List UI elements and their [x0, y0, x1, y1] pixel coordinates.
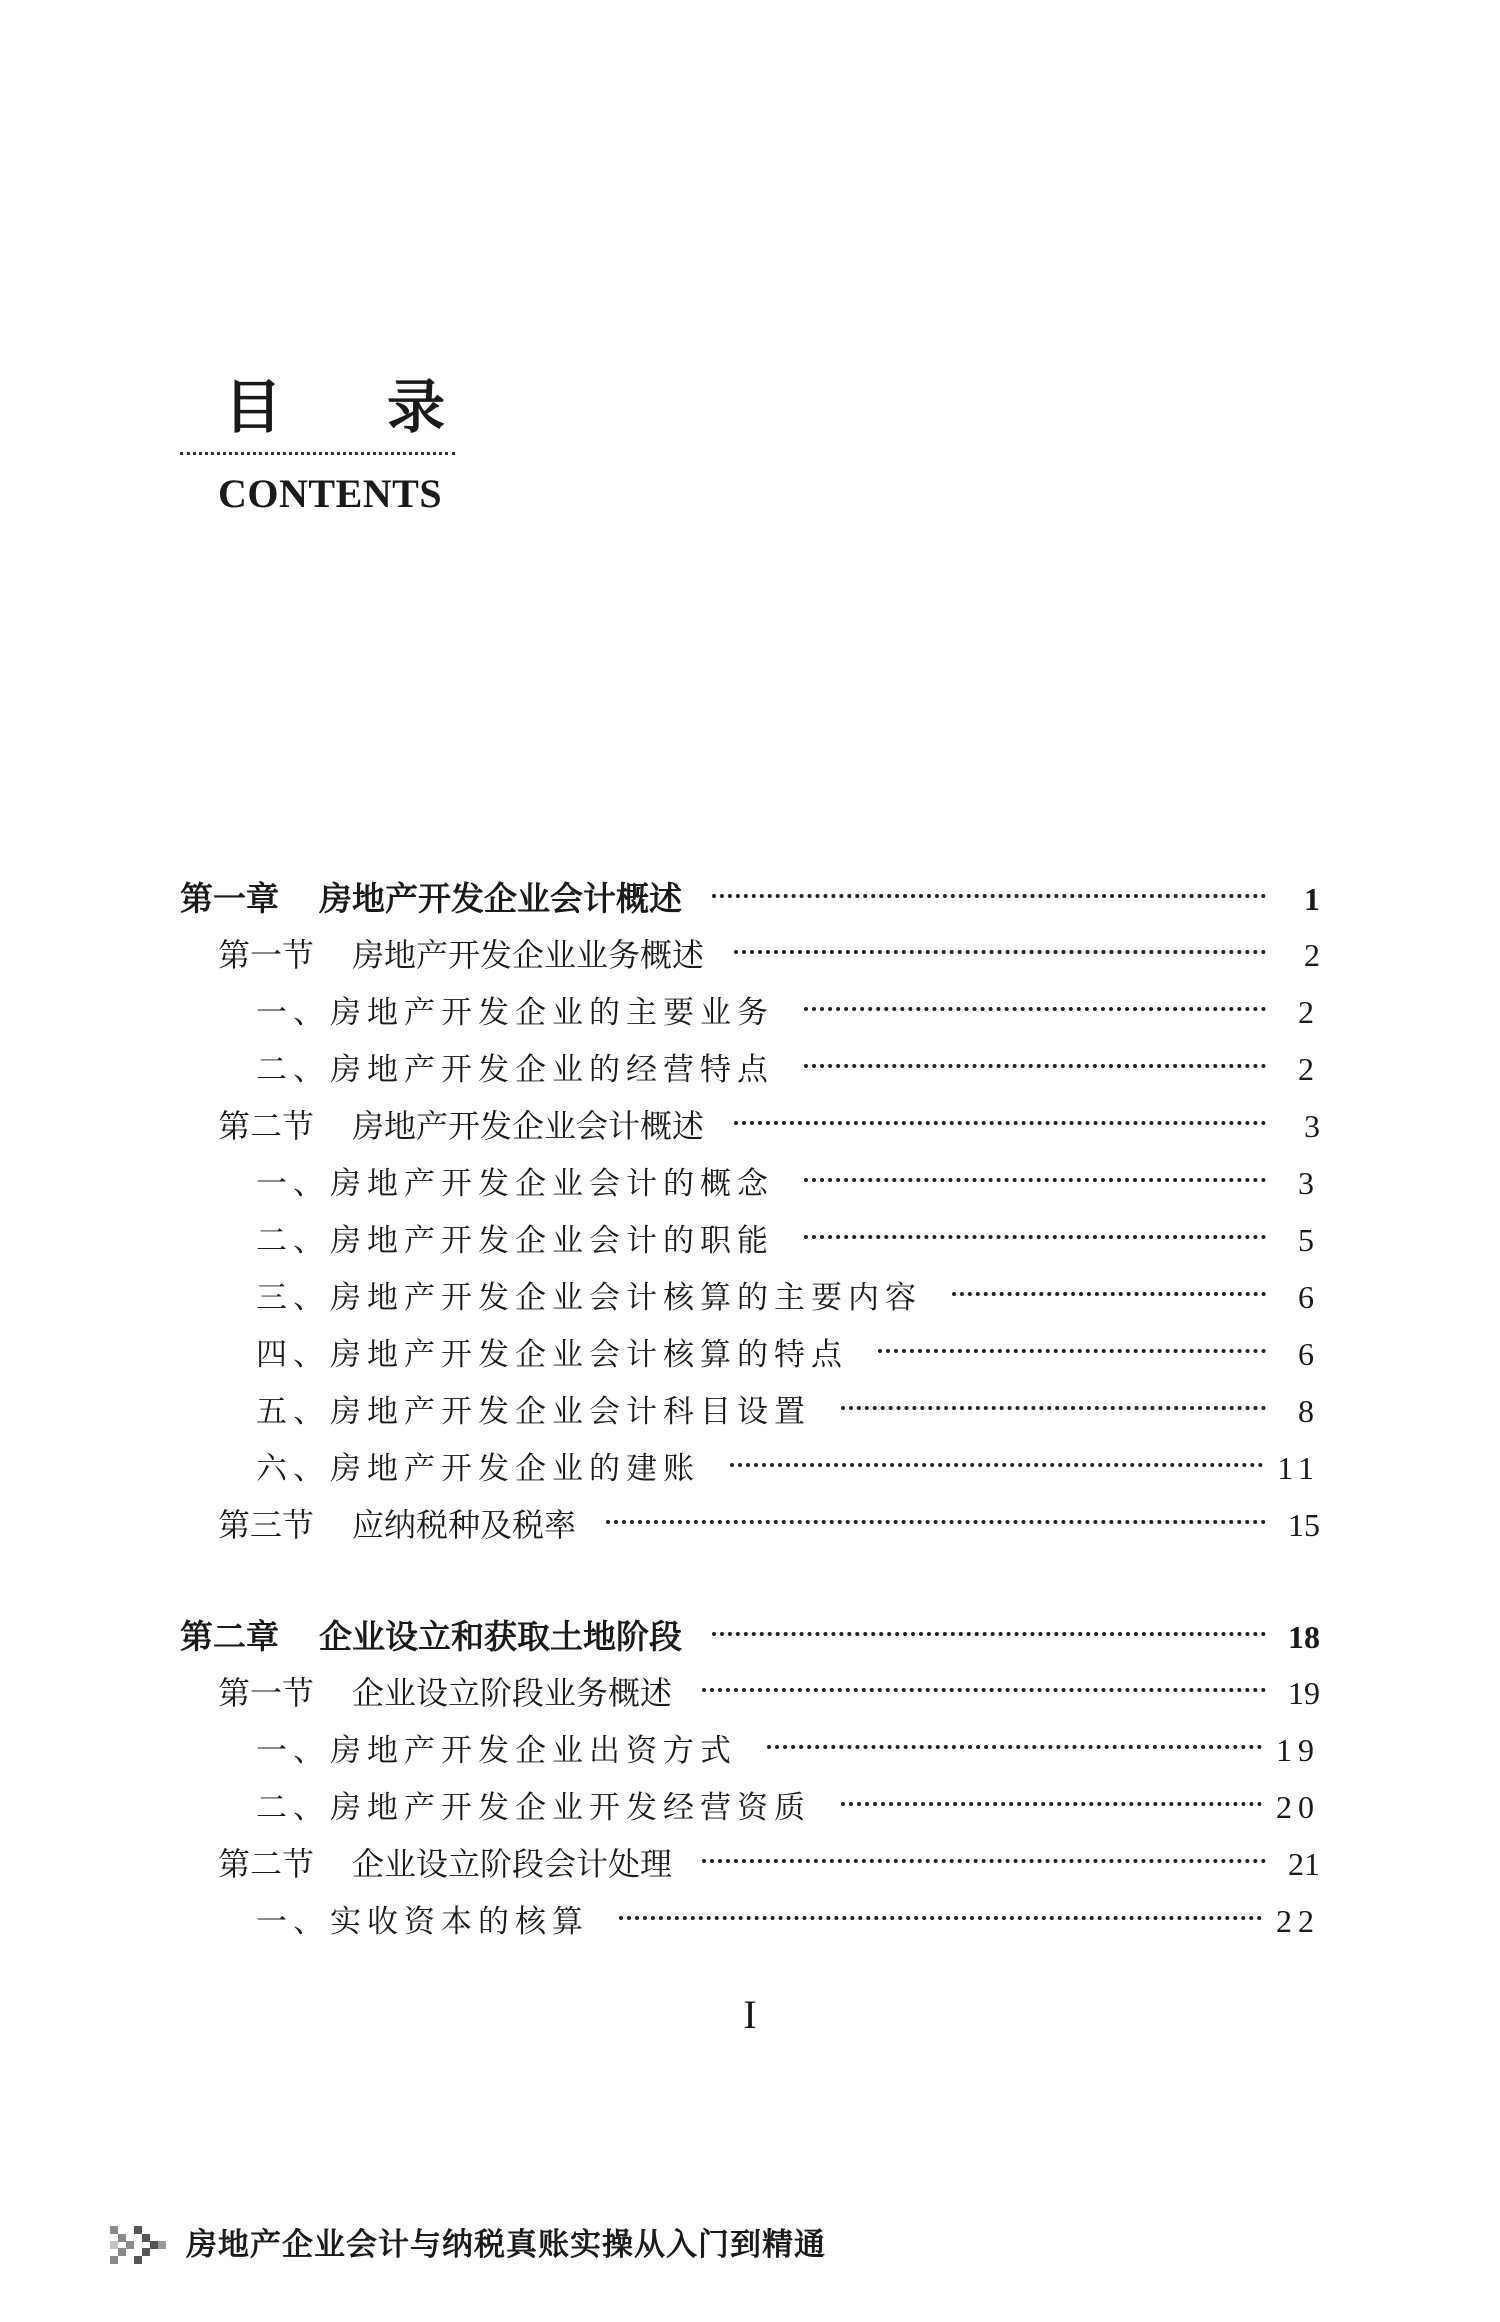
toc-entry-title: 应纳税种及税率	[352, 1506, 577, 1544]
toc-entry-title: 三、房地产开发企业会计核算的主要内容	[256, 1280, 922, 1316]
toc-chapter-row[interactable]	[180, 870, 1320, 927]
toc-page-number: 21	[1288, 1846, 1320, 1882]
toc-entry-number: 第一章	[180, 879, 279, 918]
toc-entry-label	[256, 1042, 774, 1099]
toc-entry-title: 企业设立阶段会计处理	[352, 1845, 673, 1883]
toc-item-row[interactable]	[180, 1326, 1320, 1383]
toc-page-number: 19	[1288, 1675, 1320, 1711]
toc-chapter-row[interactable]	[180, 1608, 1320, 1665]
toc-entry-title: 一、实收资本的核算	[256, 1904, 589, 1940]
dot-leader	[619, 1916, 1262, 1920]
dot-leader	[734, 950, 1266, 954]
toc-entry-label	[218, 1665, 672, 1722]
toc-page-number: 22	[1276, 1903, 1320, 1939]
dot-leader	[878, 1349, 1266, 1353]
toc-entry-title: 企业设立和获取土地阶段	[319, 1617, 682, 1656]
toc-entry-title: 一、房地产开发企业会计的概念	[256, 1166, 774, 1202]
toc-entry-title: 企业设立阶段业务概述	[352, 1674, 673, 1712]
toc-entry-title: 房地产开发企业会计概述	[319, 879, 682, 918]
toc-item-row[interactable]	[180, 1893, 1320, 1950]
toc-section-row[interactable]	[180, 1098, 1320, 1155]
toc-entry-label	[256, 1894, 589, 1951]
dot-leader	[702, 1688, 1266, 1692]
toc-entry-label	[218, 927, 704, 984]
footer-book-title: 房地产企业会计与纳税真账实操从入门到精通	[186, 2227, 826, 2263]
toc-page-number: 3	[1298, 1165, 1320, 1201]
title-dotted-rule	[180, 452, 455, 455]
toc-entry-number: 第一节	[218, 936, 315, 974]
toc-heading	[180, 370, 455, 519]
table-of-contents	[180, 870, 1320, 1950]
toc-page-number: 19	[1276, 1732, 1320, 1768]
toc-entry-title: 六、房地产开发企业的建账	[256, 1451, 700, 1487]
toc-page-number: 8	[1298, 1393, 1320, 1429]
dot-leader	[712, 894, 1266, 898]
running-footer	[108, 2222, 826, 2268]
dot-leader	[804, 1178, 1266, 1182]
toc-page-number: 15	[1288, 1507, 1320, 1543]
toc-entry-title: 一、房地产开发企业的主要业务	[256, 995, 774, 1031]
toc-entry-label	[256, 1780, 811, 1837]
toc-entry-label	[256, 1327, 848, 1384]
page-subtitle: CONTENTS	[218, 471, 443, 516]
toc-item-row[interactable]	[180, 1155, 1320, 1212]
toc-entry-label	[256, 1441, 700, 1498]
dot-leader	[606, 1520, 1266, 1524]
double-chevron-right-icon	[108, 2222, 170, 2268]
dot-leader	[841, 1802, 1262, 1806]
toc-entry-label	[256, 1384, 811, 1441]
toc-page-number: 3	[1304, 1108, 1320, 1144]
toc-section-row[interactable]	[180, 1665, 1320, 1722]
toc-entry-label	[180, 1608, 682, 1665]
toc-page-number: 1	[1304, 881, 1320, 917]
toc-entry-label	[256, 1723, 737, 1780]
toc-entry-label	[218, 1836, 672, 1893]
toc-page-number: 11	[1277, 1450, 1320, 1486]
toc-section-row[interactable]	[180, 1836, 1320, 1893]
toc-entry-number: 第一节	[218, 1674, 315, 1712]
toc-entry-label	[256, 1270, 922, 1327]
toc-entry-title: 二、房地产开发企业开发经营资质	[256, 1790, 811, 1826]
toc-entry-title: 房地产开发企业业务概述	[352, 936, 705, 974]
toc-section-row[interactable]	[180, 927, 1320, 984]
toc-entry-title: 一、房地产开发企业出资方式	[256, 1733, 737, 1769]
toc-item-row[interactable]	[180, 1212, 1320, 1269]
title-char-1: 目	[224, 373, 283, 441]
toc-entry-label	[180, 870, 682, 927]
dot-leader	[734, 1121, 1266, 1125]
toc-entry-title: 二、房地产开发企业会计的职能	[256, 1223, 774, 1259]
toc-item-row[interactable]	[180, 984, 1320, 1041]
toc-page-number: 2	[1298, 994, 1320, 1030]
toc-page-number: 6	[1298, 1279, 1320, 1315]
dot-leader	[730, 1463, 1263, 1467]
toc-entry-label	[256, 1213, 774, 1270]
toc-page-number: 5	[1298, 1222, 1320, 1258]
toc-item-row[interactable]	[180, 1440, 1320, 1497]
toc-entry-title: 二、房地产开发企业的经营特点	[256, 1052, 774, 1088]
page-number: I	[743, 1992, 757, 2037]
dot-leader	[804, 1064, 1266, 1068]
toc-entry-title: 四、房地产开发企业会计核算的特点	[256, 1337, 848, 1373]
toc-item-row[interactable]	[180, 1383, 1320, 1440]
toc-item-row[interactable]	[180, 1041, 1320, 1098]
dot-leader	[804, 1235, 1266, 1239]
toc-entry-label	[256, 985, 774, 1042]
dot-leader	[804, 1007, 1266, 1011]
toc-page-number: 18	[1288, 1619, 1320, 1655]
toc-item-row[interactable]	[180, 1269, 1320, 1326]
dot-leader	[841, 1406, 1266, 1410]
toc-page-number: 2	[1298, 1051, 1320, 1087]
toc-entry-number: 第二节	[218, 1845, 315, 1883]
dot-leader	[712, 1632, 1266, 1636]
toc-entry-label	[218, 1098, 704, 1155]
toc-item-row[interactable]	[180, 1722, 1320, 1779]
toc-item-row[interactable]	[180, 1779, 1320, 1836]
toc-chapter-group	[180, 1608, 1320, 1950]
toc-page-number: 6	[1298, 1336, 1320, 1372]
title-char-2: 录	[386, 373, 445, 441]
toc-chapter-group	[180, 870, 1320, 1554]
toc-entry-label	[218, 1497, 576, 1554]
toc-section-row[interactable]	[180, 1497, 1320, 1554]
page-title	[180, 370, 455, 444]
dot-leader	[767, 1745, 1262, 1749]
dot-leader	[952, 1292, 1266, 1296]
toc-entry-number: 第二章	[180, 1617, 279, 1656]
toc-page-number: 2	[1304, 937, 1320, 973]
toc-entry-number: 第三节	[218, 1506, 315, 1544]
toc-entry-number: 第二节	[218, 1107, 315, 1145]
toc-entry-title: 五、房地产开发企业会计科目设置	[256, 1394, 811, 1430]
toc-entry-label	[256, 1156, 774, 1213]
toc-entry-title: 房地产开发企业会计概述	[352, 1107, 705, 1145]
toc-page-number: 20	[1276, 1789, 1320, 1825]
dot-leader	[702, 1859, 1266, 1863]
